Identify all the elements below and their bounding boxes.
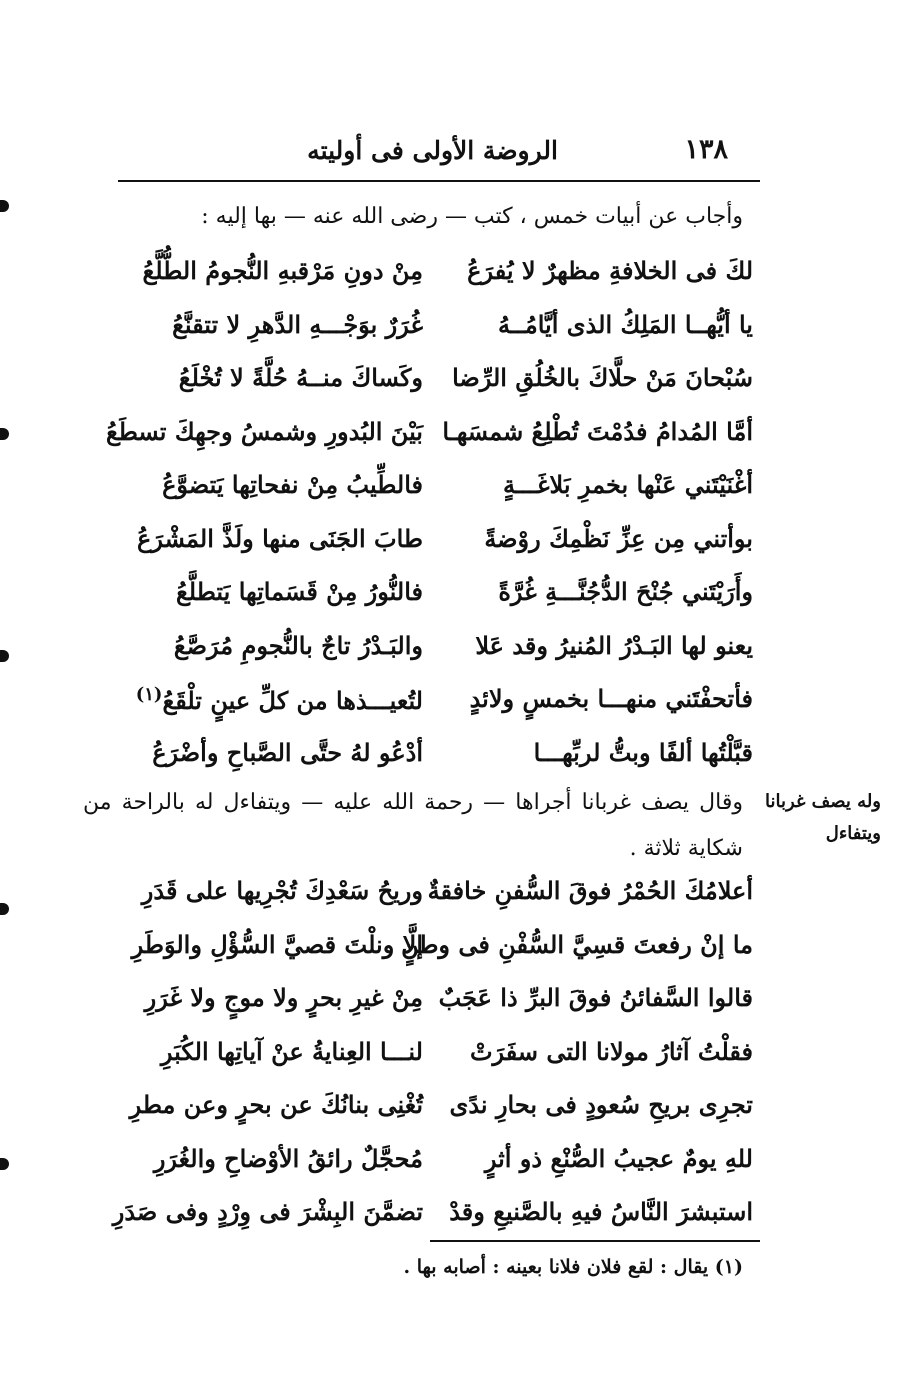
- verse-line: [113, 1084, 753, 1138]
- first-hemistich: [453, 577, 753, 606]
- scan-artifact: [0, 903, 9, 915]
- first-hemistich: [453, 684, 753, 713]
- hemistich-text: مُحجَّلٌ رائقُ الأوْضاحِ والغُرَرِ: [153, 1143, 423, 1173]
- second-hemistich: [123, 983, 423, 1012]
- hemistich-text: فالنُّورُ مِنْ قَسَماتِها يَتطلَّعُ: [176, 577, 423, 606]
- poem-second: [113, 870, 753, 1245]
- verse-line: [113, 924, 753, 978]
- header-rule: [118, 180, 760, 182]
- hemistich-text: تجرِى بريحِ سُعودٍ فى بحارِ ندًى: [449, 1090, 753, 1119]
- verse-line: [113, 1191, 753, 1245]
- second-hemistich: [105, 416, 423, 446]
- hemistich-text: فقلْتُ آثارُ مولانا التى سفَرَتْ: [469, 1036, 753, 1066]
- second-hemistich: [123, 1037, 423, 1066]
- hemistich-text: للهِ يومٌ عجيبُ الصُّنْعِ ذو أثرٍ: [484, 1143, 753, 1173]
- first-hemistich: [453, 631, 753, 660]
- prose-paragraph: وقال يصف غربانا أجراها — رحمة الله عليه — ويتفاءل له بالراحة من شكاية ثلاثة .: [83, 790, 743, 861]
- footnote-marker: (١): [135, 684, 163, 705]
- hemistich-text: سُبْحانَ مَنْ حلَّاكَ بالخُلُقِ الرِّضا: [452, 363, 753, 392]
- verse-line: [113, 732, 753, 786]
- margin-note: وله يصف غربانا ويتفاءل: [765, 791, 881, 844]
- hemistich-text: يا أيُّهــا المَلِكُ الذى أيَّامُــهُ: [497, 309, 753, 339]
- first-hemistich: [427, 876, 753, 905]
- hemistich-text: أعلامُكَ الحُمْرُ فوقَ السُّفنِ خافقةٌ: [427, 876, 753, 905]
- footnote: (١) يقال : لقع فلان فلانا بعينه : أصابه بها .: [403, 1256, 743, 1278]
- running-title: الروضة الأولى فى أوليته: [307, 136, 558, 165]
- verse-line: [113, 870, 753, 924]
- intro-line: وأجاب عن أبيات خمس ، كتب — رضى الله عنه — بها إليه :: [201, 204, 743, 229]
- first-hemistich: [453, 363, 753, 392]
- scan-artifact: [0, 200, 9, 212]
- scan-artifact: [0, 650, 9, 662]
- first-hemistich: [449, 1197, 753, 1226]
- second-hemistich: [123, 684, 423, 715]
- verse-line: [113, 1138, 753, 1192]
- hemistich-text: يعنو لها البَـدْرُ المُنيرُ وقد عَلا: [475, 630, 753, 660]
- first-hemistich: [449, 1090, 753, 1119]
- page-header: [118, 134, 758, 174]
- first-hemistich: [453, 310, 753, 339]
- hemistich-text: وأَرَيْتَني جُنْحَ الدُّجُنَّـــةِ غُرَّةً: [498, 577, 753, 606]
- hemistich-text: وكَساكَ منــهُ حُلَّةً لا تُخْلَعُ: [178, 363, 423, 392]
- hemistich-text: مِنْ غيرِ بحرٍ ولا موجٍ ولا غَرَرِ: [144, 983, 423, 1012]
- second-hemistich: [123, 1144, 423, 1173]
- hemistich-text: أمَّا المُدامُ فدُمْتَ تُطْلِعُ شمسَهـا: [442, 416, 753, 446]
- hemistich-text: قالوا السَّفائنُ فوقَ البرِّ ذا عَجَبٌ: [438, 983, 753, 1012]
- hemistich-text: أدْعُو لهُ حتَّى الصَّباحِ وأضْرَعُ: [152, 737, 423, 767]
- hemistich-text: بوأتني مِن عِزِّ نَظْمِكَ روْضةً: [484, 523, 753, 553]
- second-hemistich: [123, 363, 423, 392]
- hemistich-text: مِنْ دونِ مَرْقبهِ النُّجومُ الطُّلَّعُ: [142, 256, 423, 285]
- verse-line: [113, 1031, 753, 1085]
- first-hemistich: [453, 524, 753, 553]
- poem-first: [105, 250, 753, 785]
- scan-artifact: [0, 428, 9, 440]
- hemistich-text: والبَـدْرُ تاجٌ بالنُّجومِ مُرَصَّعُ: [173, 630, 423, 660]
- page-number: ١٣٨: [684, 134, 728, 165]
- second-hemistich: [123, 470, 423, 499]
- verse-line: [113, 357, 753, 411]
- verse-line: [113, 571, 753, 625]
- second-hemistich: [123, 876, 423, 905]
- second-hemistich: [123, 631, 423, 660]
- verse-line: [113, 464, 753, 518]
- hemistich-text: وريحُ سَعْدِكَ تُجْرِيها على قَدَرِ: [141, 876, 423, 905]
- hemistich-text: فأتحفْتَني منهـــا بخمسٍ ولائدٍ: [469, 684, 753, 713]
- verse-line: [113, 625, 753, 679]
- verse-line: [113, 518, 753, 572]
- verse-line: [113, 304, 753, 358]
- verse-line: [113, 250, 753, 304]
- hemistich-text: إلَّا ونلْتَ قصيَّ السُّؤْلِ والوَطَرِ: [131, 929, 423, 959]
- second-hemistich: [123, 310, 423, 339]
- first-hemistich: [453, 470, 753, 499]
- hemistich-text: فالطِّيبُ مِنْ نفحاتِها يَتضوَّعُ: [162, 470, 423, 499]
- footnote-rule: [430, 1240, 760, 1242]
- hemistich-text: أغْنَيْتَني عَنْها بخمرِ بَلاغَـــةٍ: [503, 470, 753, 499]
- first-hemistich: [453, 1037, 753, 1066]
- hemistich-text: تُغْنِى بنانُكَ عن بحرٍ وعن مطرِ: [129, 1090, 423, 1119]
- second-hemistich: [112, 1197, 423, 1226]
- second-hemistich: [123, 577, 423, 606]
- hemistich-text: طابَ الجَنَى منها ولَذَّ المَشْرَعُ: [137, 523, 423, 553]
- second-hemistich: [123, 524, 423, 553]
- hemistich-text: قبَّلْتُها ألفًا وبتُّ لربِّهـــا: [533, 737, 753, 767]
- second-hemistich: [123, 256, 423, 285]
- scan-artifact: [0, 1158, 9, 1170]
- second-hemistich: [123, 1090, 423, 1119]
- first-hemistich: [453, 738, 753, 767]
- second-hemistich: [123, 930, 423, 959]
- first-hemistich: [438, 983, 753, 1012]
- hemistich-text: بَيْنَ البُدورِ وشمسُ وجهِكَ تسطَعُ: [105, 416, 423, 446]
- hemistich-text: ما إنْ رفعتَ قسِيَّ السُّفْنِ فى وطنٍ: [401, 929, 753, 959]
- hemistich-text: لنـــا العِنايةُ عنْ آياتِها الكُبَرِ: [160, 1036, 423, 1066]
- verse-line: [113, 977, 753, 1031]
- first-hemistich: [401, 929, 753, 959]
- hemistich-text: غُرَرٌ بوَجْـــهِ الدَّهرِ لا تتقنَّعُ: [172, 309, 423, 339]
- hemistich-text: لتُعيـــذها من كلِّ عينٍ تلْقَعُ: [162, 686, 423, 715]
- first-hemistich: [453, 1144, 753, 1173]
- second-hemistich: [123, 738, 423, 767]
- hemistich-text: استبشرَ النَّاسُ فيهِ بالصَّنيعِ وقدْ: [449, 1197, 753, 1226]
- hemistich-text: لكَ فى الخلافةِ مظهرٌ لا يُفرَعُ: [467, 256, 753, 285]
- first-hemistich: [442, 416, 753, 446]
- verse-line: [105, 411, 753, 465]
- hemistich-text: تضمَّنَ البِشْرَ فى وِرْدٍ وفى صَدَرِ: [112, 1197, 423, 1226]
- verse-line: [113, 678, 753, 732]
- first-hemistich: [453, 256, 753, 285]
